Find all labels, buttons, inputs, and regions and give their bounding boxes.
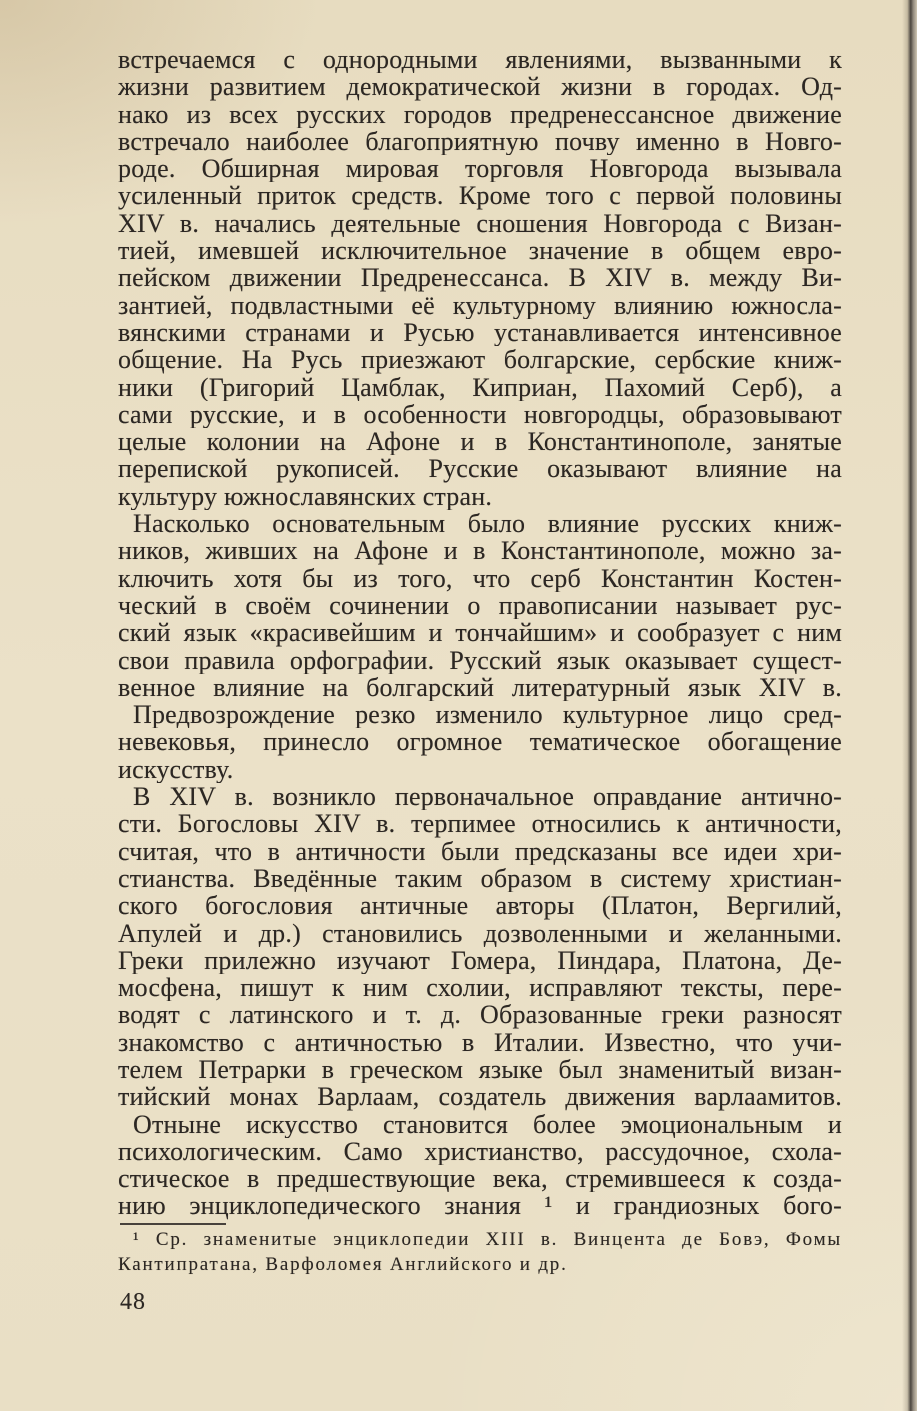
text-line: ники (Григорий Цамблак, Киприан, Пахомий Серб), а <box>118 373 842 401</box>
text-line: Греки прилежно изучают Гомера, Пиндара, Платона, Де- <box>118 946 842 975</box>
text-line: ческий в своём сочинении о правописании называет рус- <box>118 591 842 620</box>
text-line: искусству. <box>118 755 234 784</box>
text-line: Предвозрождение резко изменило культурное лицо сред- <box>133 701 842 729</box>
text-line: жизни развитием демократической жизни в городах. Од- <box>118 73 842 101</box>
text-line: общение. На Русь приезжают болгарские, сербские книж- <box>118 346 842 374</box>
text-line: венное влияние на болгарский литературный язык XIV в. <box>118 673 842 702</box>
paragraph <box>118 701 842 783</box>
text-line: ского богословия античные авторы (Платон, Вергилий, <box>118 892 842 920</box>
text-line: тийский монах Варлаам, создатель движения варлаамитов. <box>118 1083 842 1111</box>
text-line: мосфена, пишут к ним схолии, исправляют тексты, пере- <box>118 974 842 1002</box>
text-line: XIV в. начались деятельные сношения Новгорода с Визан- <box>118 209 842 238</box>
text-line: водят с латинского и т. д. Образованные греки разносят <box>118 1001 842 1029</box>
text-line: Апулей и др.) становились дозволенными и желанными. <box>118 919 842 947</box>
text-line: встречало наиболее благоприятную почву именно в Новго- <box>118 127 842 156</box>
text-line: ский язык «красивейшим и тончайшим» и сообразует с ним <box>118 619 842 647</box>
text-line: сами русские, и в особенности новгородцы, образовывают <box>118 400 842 429</box>
footnote-line: ¹ Ср. знаменитые энциклопедии XIII в. Винцента де Бовэ, Фомы <box>133 1229 842 1250</box>
text-line: культуру южнославянских стран. <box>118 482 493 511</box>
page-number: 48 <box>120 1289 146 1315</box>
text-line: ников, живших на Афоне и в Константинополе, можно за- <box>118 537 842 565</box>
footnote-rule <box>120 1223 226 1225</box>
text-line: зантией, подвластными её культурному влиянию южносла- <box>118 291 842 319</box>
text-line: стическое в предшествующие века, стремившееся к созда- <box>118 1165 842 1193</box>
text-line: вянскими странами и Русью устанавливается интенсивное <box>118 318 842 347</box>
text-line: роде. Обширная мировая торговля Новгорода вызывала <box>118 155 842 183</box>
text-line: В XIV в. возникло первоначальное оправдание антично- <box>133 783 842 811</box>
text-line: перепиской рукописей. Русские оказывают влияние на <box>118 455 842 483</box>
text-line: телем Петрарки в греческом языке был знаменитый визан- <box>118 1055 842 1084</box>
page-edge-shadow <box>902 0 917 1411</box>
text-line: невековья, принесло огромное тематическое обогащение <box>118 728 842 756</box>
text-line: встречаемся с однородными явлениями, вызванными к <box>118 46 842 74</box>
text-line: Насколько основательным было влияние русских книж- <box>133 510 842 538</box>
text-line: Отныне искусство становится более эмоциональным и <box>133 1110 842 1138</box>
text-line: знакомство с античностью в Италии. Известно, что учи- <box>118 1028 842 1056</box>
paragraph <box>118 1111 842 1220</box>
text-line: ключить хотя бы из того, что серб Константин Костен- <box>118 564 842 592</box>
text-line: считая, что в античности были предсказаны все идеи хри- <box>118 837 842 865</box>
footnote <box>118 1227 842 1277</box>
text-line: психологическим. Само христианство, рассудочное, схола- <box>118 1137 842 1166</box>
footnotes <box>118 1227 842 1277</box>
text-line: стианства. Введённые таким образом в систему христиан- <box>118 864 842 893</box>
paragraph <box>118 46 842 510</box>
text-line: тией, имевшей исключительное значение в общем евро- <box>118 237 842 265</box>
text-line: пейском движении Предренессанса. В XIV в. между Ви- <box>118 264 842 292</box>
paragraph <box>118 510 842 701</box>
text-line: сти. Богословы XIV в. терпимее относились к античности, <box>118 810 842 838</box>
text-line: целые колонии на Афоне и в Константинополе, занятые <box>118 428 842 456</box>
body-text <box>118 46 842 1220</box>
text-line: нако из всех русских городов предренессансное движение <box>118 100 842 128</box>
text-line: усиленный приток средств. Кроме того с первой половины <box>118 182 842 210</box>
paragraph <box>118 783 842 1111</box>
text-line: нию энциклопедического знания ¹ и грандиозных бого- <box>118 1192 842 1220</box>
text-line: свои правила орфографии. Русский язык оказывает сущест- <box>118 646 842 674</box>
footnote-line: Кантипратана, Варфоломея Английского и др. <box>118 1254 568 1275</box>
